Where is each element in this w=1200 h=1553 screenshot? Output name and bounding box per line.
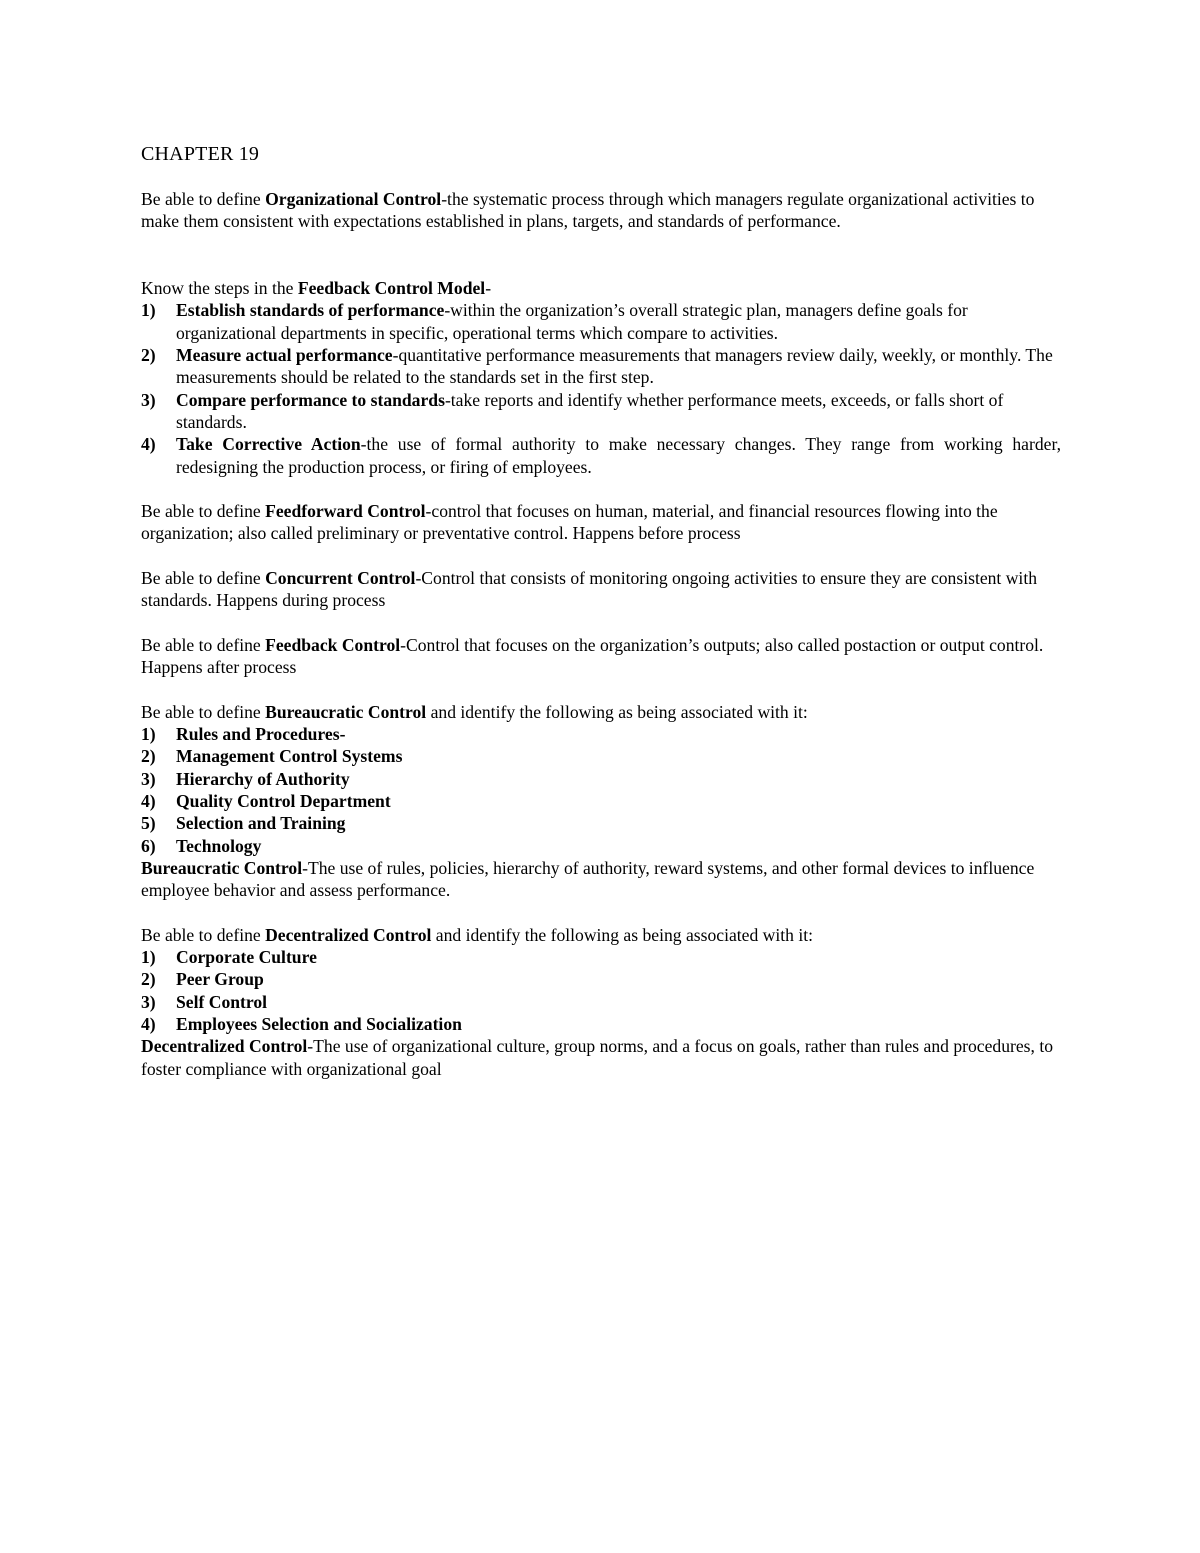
feedback-step bbox=[141, 389, 1061, 434]
feedback-model-prefix: Know the steps in the bbox=[141, 278, 298, 299]
feedforward-term: Feedforward Control bbox=[265, 501, 426, 522]
decentralized-def-term: Decentralized Control bbox=[141, 1036, 308, 1057]
bureaucratic-intro bbox=[141, 701, 1061, 723]
item-label: Technology bbox=[176, 835, 262, 856]
decentralized-definition bbox=[141, 1035, 1061, 1080]
decentralized-term: Decentralized Control bbox=[265, 924, 432, 945]
decentralized-item bbox=[141, 968, 1061, 990]
feedback-definition bbox=[141, 634, 1061, 679]
step-term: Measure actual performance bbox=[176, 345, 393, 366]
item-number: 3) bbox=[141, 991, 156, 1012]
item-number: 1) bbox=[141, 947, 156, 968]
bureaucratic-term: Bureaucratic Control bbox=[265, 701, 427, 722]
step-number: 2) bbox=[141, 345, 156, 366]
step-text: -quantitative performance measurements that managers review daily, weekly, or monthly. The measurements should be related to the standards set in the first step. bbox=[176, 345, 1053, 388]
feedback-model-term: Feedback Control Model bbox=[297, 278, 486, 299]
feedback-step bbox=[141, 344, 1061, 389]
chapter-title: CHAPTER 19 bbox=[141, 143, 260, 165]
feedback-step bbox=[141, 299, 1061, 344]
concurrent-definition bbox=[141, 567, 1061, 612]
decentralized-item bbox=[141, 991, 1061, 1013]
item-number: 6) bbox=[141, 835, 156, 856]
bureaucratic-def-term: Bureaucratic Control bbox=[141, 857, 303, 878]
feedback-model-intro bbox=[141, 277, 1061, 299]
item-label: Self Control bbox=[176, 991, 268, 1012]
item-label: Corporate Culture bbox=[176, 947, 317, 968]
item-label: Management Control Systems bbox=[176, 746, 403, 767]
bureaucratic-prefix: Be able to define bbox=[141, 701, 266, 722]
concurrent-text: -Control that consists of monitoring ongoing activities to ensure they are consistent with standards. Happens during process bbox=[141, 568, 1037, 611]
bureaucratic-item bbox=[141, 723, 1061, 745]
bureaucratic-item bbox=[141, 790, 1061, 812]
step-term: Compare performance to standards bbox=[176, 389, 445, 410]
item-number: 1) bbox=[141, 724, 156, 745]
step-number: 1) bbox=[141, 300, 156, 321]
feedforward-definition bbox=[141, 500, 1061, 545]
decentralized-def-text: -The use of organizational culture, group norms, and a focus on goals, rather than rules and procedures, to foster compliance with organizational goal bbox=[141, 1036, 1054, 1079]
item-label: Employees Selection and Socialization bbox=[176, 1013, 462, 1034]
feedback-prefix: Be able to define bbox=[141, 634, 266, 655]
feedback-step bbox=[141, 433, 1061, 478]
bureaucratic-item bbox=[141, 768, 1061, 790]
feedback-term: Feedback Control bbox=[265, 634, 401, 655]
item-number: 3) bbox=[141, 768, 156, 789]
feedback-text: -Control that focuses on the organization’s outputs; also called postaction or output control. Happens after process bbox=[141, 634, 1044, 678]
bureaucratic-list bbox=[141, 723, 1061, 857]
decentralized-list bbox=[141, 946, 1061, 1035]
decentralized-suffix: and identify the following as being associated with it: bbox=[431, 924, 813, 945]
org-control-term: Organizational Control bbox=[265, 189, 442, 209]
feedback-model-steps bbox=[141, 299, 1061, 477]
feedback-model-suffix: - bbox=[485, 278, 492, 299]
org-control-definition bbox=[141, 188, 1061, 233]
concurrent-term: Concurrent Control bbox=[265, 568, 416, 589]
bureaucratic-def-text: -The use of rules, policies, hierarchy of authority, reward systems, and other formal devices to influence employee behavior and assess performance. bbox=[141, 857, 1035, 901]
item-number: 4) bbox=[141, 1013, 156, 1034]
step-number: 3) bbox=[141, 389, 156, 410]
decentralized-item bbox=[141, 1013, 1061, 1035]
item-label: Selection and Training bbox=[176, 813, 346, 834]
step-term: Take Corrective Action bbox=[176, 434, 361, 455]
decentralized-item bbox=[141, 946, 1061, 968]
org-control-prefix: Be able to define bbox=[141, 189, 266, 209]
step-text: -the use of formal authority to make necessary changes. They range from working harder, redesigning the production process, or firing of employees. bbox=[176, 434, 1061, 477]
item-number: 4) bbox=[141, 791, 156, 812]
feedforward-text: -control that focuses on human, material, and financial resources flowing into the organization; also called preliminary or preventative control. Happens before process bbox=[141, 501, 998, 544]
item-number: 5) bbox=[141, 813, 156, 834]
bureaucratic-item bbox=[141, 812, 1061, 834]
decentralized-intro bbox=[141, 924, 1061, 946]
document-page bbox=[141, 140, 1061, 1080]
item-label: Hierarchy of Authority bbox=[176, 768, 350, 789]
item-number: 2) bbox=[141, 746, 156, 767]
step-term: Establish standards of performance bbox=[176, 300, 445, 321]
step-number: 4) bbox=[141, 434, 156, 455]
concurrent-prefix: Be able to define bbox=[141, 568, 266, 589]
step-text: -within the organization’s overall strategic plan, managers define goals for organizational departments in specific, operational terms which compare to activities. bbox=[176, 300, 968, 343]
bureaucratic-definition bbox=[141, 857, 1061, 902]
feedforward-prefix: Be able to define bbox=[141, 501, 266, 522]
bureaucratic-suffix: and identify the following as being associated with it: bbox=[426, 701, 808, 722]
bureaucratic-item bbox=[141, 745, 1061, 767]
bureaucratic-item bbox=[141, 835, 1061, 857]
item-label: Quality Control Department bbox=[176, 791, 391, 812]
item-label: Rules and Procedures- bbox=[176, 724, 346, 745]
step-text: -take reports and identify whether performance meets, exceeds, or falls short of standards. bbox=[176, 389, 1004, 432]
decentralized-prefix: Be able to define bbox=[141, 924, 266, 945]
item-number: 2) bbox=[141, 969, 156, 990]
org-control-text: -the systematic process through which managers regulate organizational activities to make them consistent with expectations established in plans, targets, and standards of performance. bbox=[141, 189, 1035, 232]
item-label: Peer Group bbox=[176, 969, 264, 990]
